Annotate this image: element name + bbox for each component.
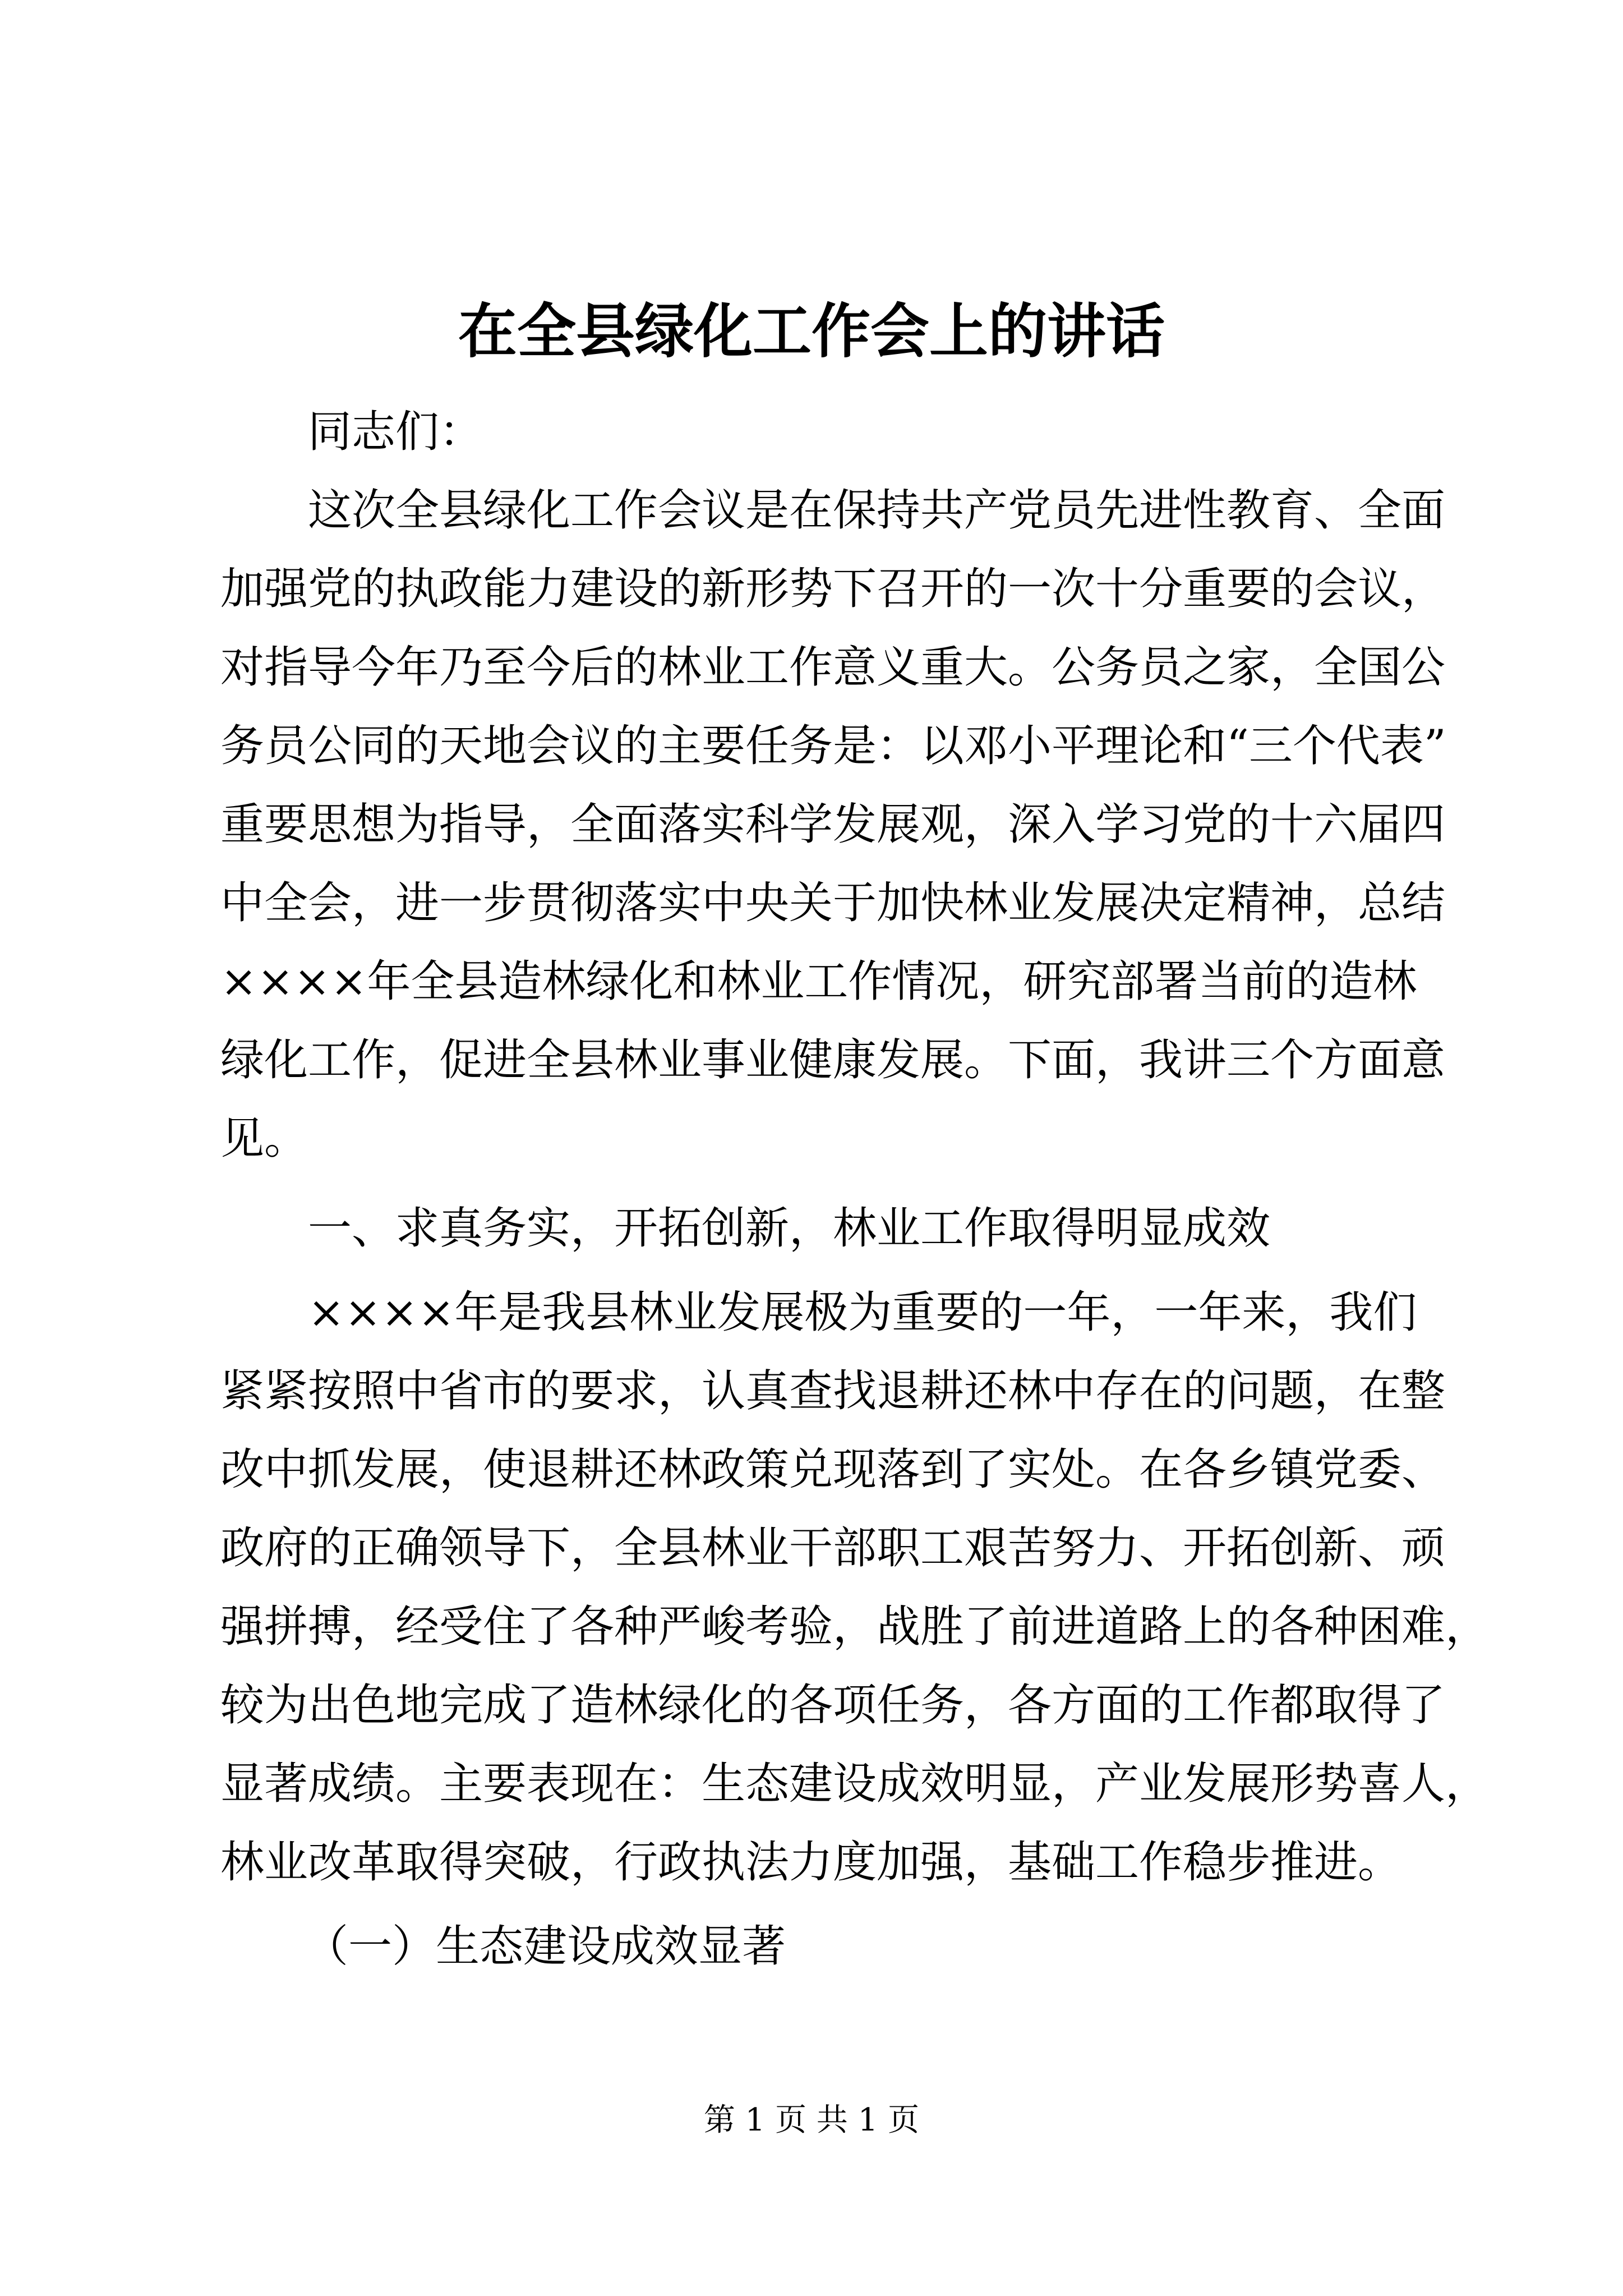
page-footer: 第 1 页 共 1 页 <box>703 2102 920 2138</box>
text-line: 显著成绩。主要表现在：生态建设成效明显，产业发展形势喜人， <box>220 1759 1490 1809</box>
text-line: 加强党的执政能力建设的新形势下召开的一次十分重要的会议， <box>220 564 1446 614</box>
text-line: 务员公同的天地会议的主要任务是：以邓小平理论和“三个代表” <box>220 721 1446 771</box>
section-heading: 一、求真务实，开拓创新，林业工作取得明显成效 <box>308 1203 1271 1254</box>
text-line: 林业改革取得突破，行政执法力度加强，基础工作稳步推进。 <box>220 1837 1402 1888</box>
text-line: ××××年是我县林业发展极为重要的一年，一年来，我们 <box>308 1287 1417 1338</box>
text-line: 这次全县绿化工作会议是在保持共产党员先进性教育、全面 <box>308 485 1446 536</box>
text-line: 紧紧按照中省市的要求，认真查找退耕还林中存在的问题，在整 <box>220 1366 1446 1416</box>
text-line: 改中抓发展，使退耕还林政策兑现落到了实处。在各乡镇党委、 <box>220 1444 1446 1495</box>
text-line: 绿化工作，促进全县林业事业健康发展。下面，我讲三个方面意 <box>220 1035 1446 1085</box>
salutation: 同志们： <box>308 407 483 457</box>
text-line: 见。 <box>220 1114 308 1164</box>
text-line: ××××年全县造林绿化和林业工作情况，研究部署当前的造林 <box>220 956 1417 1007</box>
text-line: 重要思想为指导，全面落实科学发展观，深入学习党的十六届四 <box>220 799 1446 850</box>
text-line: 对指导今年乃至今后的林业工作意义重大。公务员之家，全国公 <box>220 642 1446 693</box>
text-line: 政府的正确领导下，全县林业干部职工艰苦努力、开拓创新、顽 <box>220 1523 1446 1573</box>
subsection-heading: （一）生态建设成效显著 <box>305 1921 786 1972</box>
page-title: 在全县绿化工作会上的讲话 <box>458 296 1165 366</box>
text-line: 中全会，进一步贯彻落实中央关于加快林业发展决定精神，总结 <box>220 878 1446 928</box>
text-line: 较为出色地完成了造林绿化的各项任务，各方面的工作都取得了 <box>220 1680 1446 1731</box>
text-line: 强拼搏，经受住了各种严峻考验，战胜了前进道路上的各种困难， <box>220 1602 1490 1652</box>
